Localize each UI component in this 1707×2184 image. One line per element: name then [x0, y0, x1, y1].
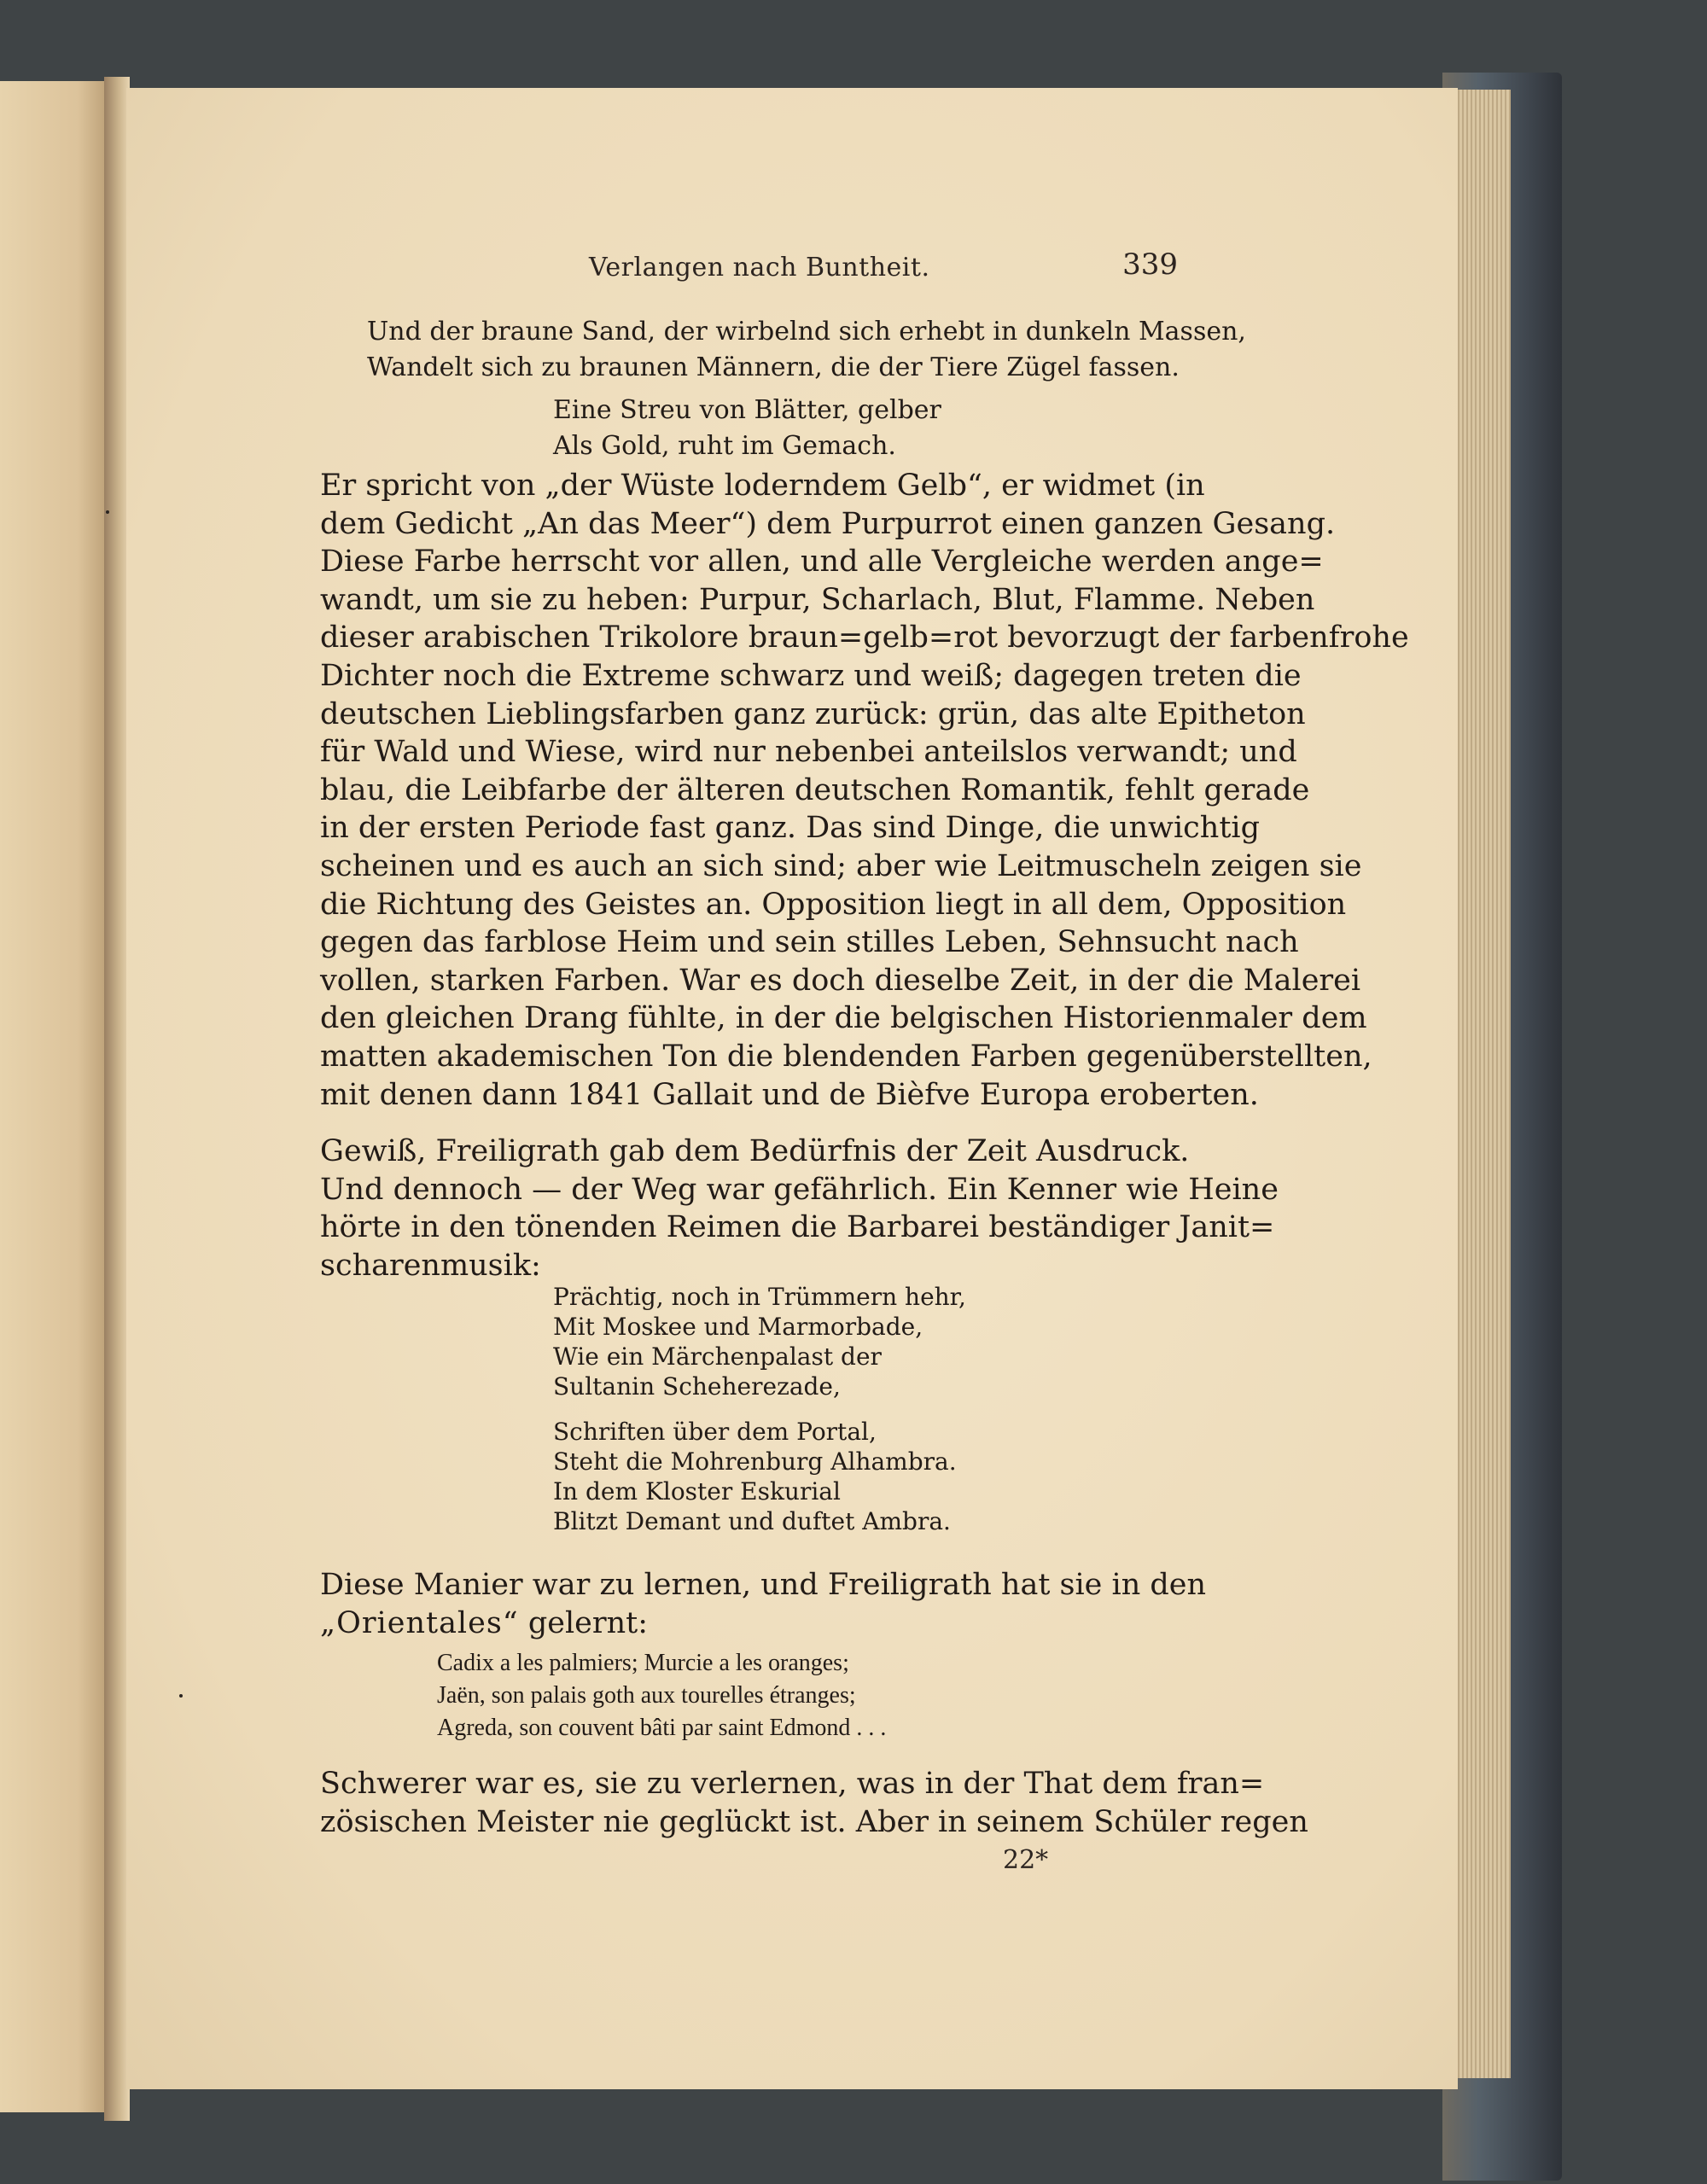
verse-line: Schriften über dem Portal,: [553, 1418, 877, 1446]
verse-line: Als Gold, ruht im Gemach.: [553, 431, 896, 461]
verse-line: Steht die Mohrenburg Alhambra.: [553, 1447, 957, 1476]
verse-line: Agreda, son couvent bâti par saint Edmond . . .: [437, 1715, 887, 1741]
french-quotation: [437, 1647, 886, 1744]
text-line: Schwerer war es, sie zu verlernen, was in der That dem fran=: [320, 1767, 1265, 1801]
text-line: dem Gedicht „An das Meer“) dem Purpurrot einen ganzen Gesang.: [320, 506, 1336, 541]
left-page-edge: [0, 81, 111, 2112]
text-line: Dichter noch die Extreme schwarz und weiß; dagegen treten die: [320, 658, 1302, 693]
text-line: Diese Farbe herrscht vor allen, und alle Vergleiche werden ange=: [320, 545, 1324, 579]
quoted-title: „Orientales“: [320, 1605, 519, 1640]
page-header: [316, 248, 1178, 299]
paragraph-3: [320, 1566, 1207, 1642]
text-line: blau, die Leibfarbe der älteren deutschen Romantik, fehlt gerade: [320, 772, 1310, 807]
verse-line: Wie ein Märchenpalast der: [553, 1342, 882, 1371]
text-line: mit denen dann 1841 Gallait und de Bièfve Europa eroberten.: [320, 1077, 1259, 1112]
text-line: vollen, starken Farben. War es doch dieselbe Zeit, in der die Malerei: [320, 963, 1361, 998]
text-line: Er spricht von „der Wüste loderndem Gelb“, er widmet (in: [320, 469, 1205, 503]
paper-speck: [106, 510, 109, 514]
verse-line: Sultanin Scheherezade,: [553, 1372, 841, 1401]
running-title: Verlangen nach Buntheit.: [589, 253, 930, 282]
text-line: die Richtung des Geistes an. Opposition liegt in all dem, Opposition: [320, 887, 1347, 922]
printer-signature-mark: 22*: [1003, 1845, 1049, 1875]
verse-block-2: [553, 393, 941, 464]
verse-line: In dem Kloster Eskurial: [553, 1477, 841, 1506]
text-fragment: gelernt:: [518, 1605, 648, 1640]
page-number: 339: [1122, 248, 1178, 282]
text-line: dieser arabischen Trikolore braun=gelb=rot bevorzugt der farbenfrohe: [320, 620, 1409, 655]
text-line: den gleichen Drang fühlte, in der die belgischen Historienmaler dem: [320, 1001, 1367, 1036]
verse-line: Mit Moskee und Marmorbade,: [553, 1313, 923, 1341]
text-line: in der ersten Periode fast ganz. Das sind Dinge, die unwichtig: [320, 811, 1260, 846]
text-line: deutschen Lieblingsfarben ganz zurück: grün, das alte Epitheton: [320, 696, 1306, 731]
verse-line: Jaën, son palais goth aux tourelles étranges;: [437, 1682, 856, 1709]
text-line: zösischen Meister nie geglückt ist. Aber in seinem Schüler regen: [320, 1804, 1308, 1839]
text-line: für Wald und Wiese, wird nur nebenbei anteilslos verwandt; und: [320, 735, 1297, 770]
text-line: Diese Manier war zu lernen, und Freiligrath hat sie in den: [320, 1568, 1207, 1602]
text-line: scharenmusik:: [320, 1248, 541, 1283]
verse-line: Cadix a les palmiers; Murcie a les oranges;: [437, 1650, 849, 1676]
paragraph-4: [320, 1765, 1308, 1841]
verse-line: Wandelt sich zu braunen Männern, die der Tiere Zügel fassen.: [367, 352, 1180, 382]
text-line: Und dennoch — der Weg war gefährlich. Ein Kenner wie Heine: [320, 1172, 1279, 1207]
verse-line: Prächtig, noch in Trümmern hehr,: [553, 1283, 966, 1311]
text-line: hörte in den tönenden Reimen die Barbarei beständiger Janit=: [320, 1210, 1275, 1245]
paper-speck: [179, 1694, 183, 1698]
verse-line: Eine Streu von Blätter, gelber: [553, 395, 941, 425]
text-line: [320, 1605, 1182, 1643]
paragraph-1: [320, 467, 1409, 1114]
verse-line: Und der braune Sand, der wirbelnd sich erhebt in dunkeln Massen,: [367, 317, 1246, 347]
paragraph-2: [320, 1133, 1279, 1284]
verse-line: Blitzt Demant und duftet Ambra.: [553, 1507, 951, 1535]
verse-block-3: [553, 1282, 966, 1536]
verse-block-1: [367, 314, 1246, 386]
stanza-gap: [553, 1401, 966, 1417]
text-line: wandt, um sie zu heben: Purpur, Scharlach, Blut, Flamme. Neben: [320, 582, 1315, 617]
text-line: scheinen und es auch an sich sind; aber wie Leitmuscheln zeigen sie: [320, 848, 1362, 883]
text-line: Gewiß, Freiligrath gab dem Bedürfnis der Zeit Ausdruck.: [320, 1134, 1190, 1168]
text-line: gegen das farblose Heim und sein stilles Leben, Sehnsucht nach: [320, 925, 1299, 960]
text-line: matten akademischen Ton die blendenden Farben gegenüberstellten,: [320, 1039, 1372, 1074]
